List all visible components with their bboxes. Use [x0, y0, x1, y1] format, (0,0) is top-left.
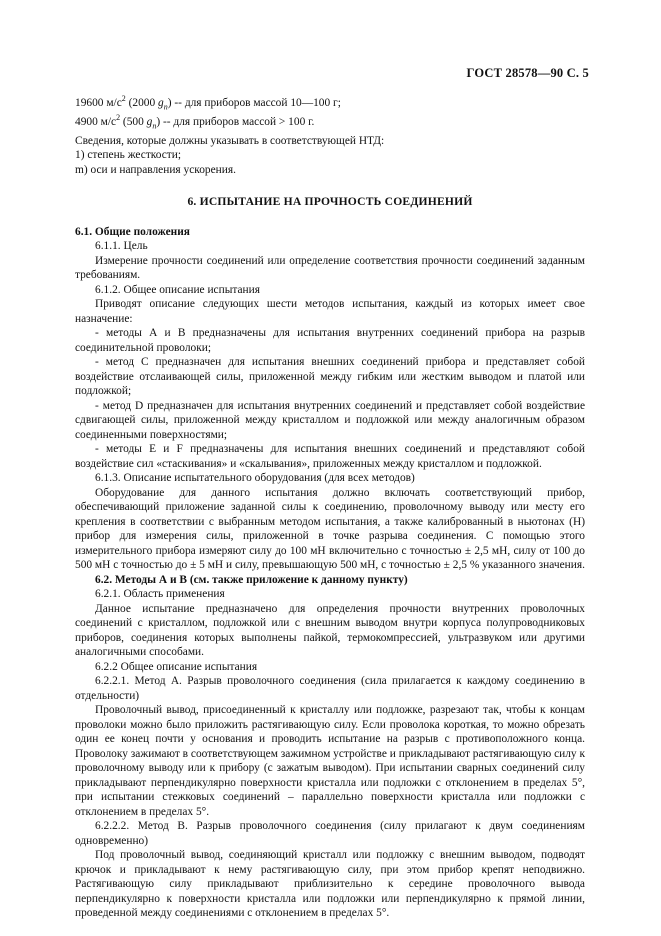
paragraph-6-2-2-1: Проволочный вывод, присоединенный к кристаллу или подложке, разрезают так, чтобы к концам проволоки можно было приложить растягивающую силу. Если проволока короткая, то можно обрезать один ее конец почти у основания и проводить испытание на разрыв с противоположного конца. Проволоку зажимают в соответствующем зажимном устройстве и прикладывают растягивающую силу к проволочному выводу или к прибору (с зажатым выводом). При испытании сварных соединений силу прикладывают перпендикулярно поверхности кристалла или подложки с отклонением в пределах 5°, при испытании стежковых соединений – параллельно поверхности кристалла или подложки с отклонением в пределах 5°.	[75, 704, 585, 818]
paragraph-6-1-2: Приводят описание следующих шести методов испытания, каждый из которых имеет свое назначение:	[75, 298, 585, 325]
heading-6-1-1: 6.1.1. Цель	[95, 240, 148, 253]
paragraph-6-1-3: Оборудование для данного испытания должно включать соответствующий прибор, обеспечивающий приложение заданной силы к соединению, проволочному выводу или месту его крепления в соответствии с выбранным методом испытания, а также калиброванный в ньютонах (Н) прибор для измерения силы, приложенной в точке разрыва соединения. С помощью этого измерительного прибора измеряют силу до 100 мН включительно с точностью ± 2,5 мН, силу от 100 до 500 мН с точностью до ± 5 мН и силу, превышающую 500 мН, с точностью ± 2,5 % указанного значения.	[75, 486, 585, 572]
paragraph-6-1-1: Измерение прочности соединений или определение соответствия прочности соединений заданным требованиям.	[75, 254, 585, 282]
heading-6-2-2: 6.2.2 Общее описание испытания	[95, 660, 258, 673]
heading-6-2-2-1: 6.2.2.1. Метод А. Разрыв проволочного соединения (сила прилагается к каждому соединению в отдельности)	[75, 675, 585, 702]
paragraph-6-2-1: Данное испытание предназначено для определения прочности внутренних проволочных соединений с кристаллом, подложкой или с внешним выводом внутри корпуса полупроводниковых приборов, соединения которых выполнены пайкой, термокомпрессией, ультразвуком или другими аналогичными способами.	[75, 602, 585, 659]
paragraph-6-2-2-2: Под проволочный вывод, соединяющий кристалл или подложку с внешним выводом, подводят крючок и прикладывают к нему растягивающую силу, при этом прибор крепят неподвижно. Растягивающую силу прикладывают приблизительно к середине проволочного вывода перпендикулярно к поверхности кристалла или подложки или перпендикулярно к прямой линии, проведенной между соединениями с отклонением в пределах 5°.	[75, 849, 585, 920]
list-item-l: 1) степень жесткости;	[75, 149, 182, 162]
ntd-info-line: Сведения, которые должны указывать в соответствующей НТД:	[75, 134, 385, 147]
page-header: ГОСТ 28578—90 С. 5	[466, 66, 589, 80]
document-body	[75, 96, 585, 921]
heading-6-1: 6.1. Общие положения	[75, 225, 190, 238]
heading-6-1-3: 6.1.3. Описание испытательного оборудования (для всех методов)	[95, 472, 415, 485]
acceleration-line-2: 4900 $м/с^2$ (500 $g_п$) -- для приборов массой > 100 г.	[75, 112, 315, 131]
list-item-m: m) оси и направления ускорения.	[75, 163, 236, 176]
list-item-methods-ab: - методы А и В предназначены для испытания внутренних соединений прибора на разрыв соединительной проволоки;	[75, 327, 585, 354]
section-title: 6. ИСПЫТАНИЕ НА ПРОЧНОСТЬ СОЕДИНЕНИЙ	[187, 195, 473, 209]
acceleration-line-1: 19600 $м/с^2$ (2000 $g_п$) -- для приборов массой 10—100 г;	[75, 94, 341, 112]
heading-6-1-2: 6.1.2. Общее описание испытания	[95, 283, 260, 296]
heading-6-2: 6.2. Методы А и В (см. также приложение к данному пункту)	[95, 573, 408, 586]
heading-6-2-2-2: 6.2.2.2. Метод В. Разрыв проволочного соединения (силу прилагают к двум соединениям одновременно)	[75, 820, 585, 847]
list-item-method-d: - метод D предназначен для испытания внутренних соединений и представляет собой воздействие сдвигающей силы, приложенной между кристаллом и подложкой или между аналогичным образом соединенными поверхностями;	[75, 399, 585, 441]
heading-6-2-1: 6.2.1. Область применения	[95, 588, 225, 601]
list-item-methods-ef: - методы Е и F предназначены для испытания внешних соединений и представляют собой воздействие сил «стаскивания» и «скалывания», приложенных между кристаллом и подложкой.	[75, 443, 585, 470]
list-item-method-c: - метод С предназначен для испытания внешних соединений прибора и представляет собой воздействие отслаивающей силы, приложенной между гибким или жестким выводом и платой или подложкой;	[75, 356, 585, 398]
